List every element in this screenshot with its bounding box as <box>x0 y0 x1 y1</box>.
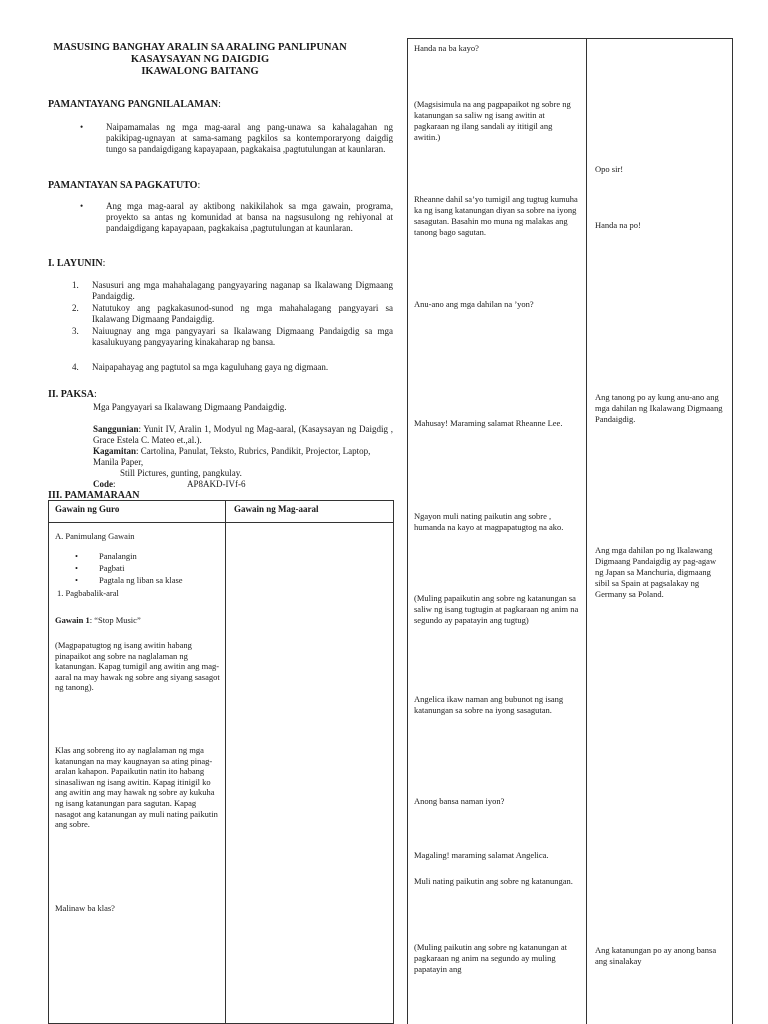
mag-aaral-cell <box>226 523 394 1024</box>
panimulang-gawain: A. Panimulang Gawain <box>55 531 135 541</box>
layunin-item-3: 3. Naiuugnay ang mga pangyayari sa Ikalawang Digmaang Pandaigdig sa mga kasalukuyang pangyayaring kinakaharap ng bansa. <box>72 326 393 347</box>
teacher-line-5: Mahusay! Maraming salamat Rheanne Lee. <box>414 418 563 428</box>
teacher-line-11: Muli nating paikutin ang sobre ng katanungan. <box>414 876 573 886</box>
pamantayang-pangnilalaman-text: Naipamamalas ng mga mag-aaral ang pang-unawa sa kahalagahan ng pakikipag-ugnayan at sama-samang pagkilos sa kontemporaryong daigdig tungo sa pandaigdigang kapayapaan, pagkakaisa ,pagtutulungan at kaunlaran. <box>106 122 393 154</box>
heading-pamantayang-pangnilalaman: PAMANTAYANG PANGNILALAMAN: <box>48 99 221 110</box>
heading-layunin: I. LAYUNIN: <box>48 258 106 269</box>
student-line-5: Ang katanungan po ay anong bansa ang sinalakay <box>595 945 717 966</box>
teacher-line-3: Rheanne dahil sa’yo tumigil ang tugtug kumuha ka ng isang katanungan diyan sa sobre na iyong sasagutan. Basahin mo muna ng malakas ang tanong bago sagutan. <box>414 194 578 237</box>
pamantayan-sa-pagkatuto-item <box>80 201 393 234</box>
teacher-line-10: Magaling! maraming salamat Angelica. <box>414 850 549 860</box>
code-value: AP8AKD-IVf-6 <box>187 479 246 489</box>
bullet-pagtala: • Pagtala ng liban sa klase <box>75 575 183 585</box>
layunin-item-4: 4. Naipapahayag ang pagtutol sa mga kaguluhang gaya ng digmaan. <box>72 362 329 372</box>
bullet-icon: • <box>75 575 78 585</box>
bullet-pagbati: • Pagbati <box>75 563 125 573</box>
sanggunian: Sanggunian: Yunit IV, Aralin 1, Modyul ng Mag-aaral, (Kasaysayan ng Daigdig , Grace Estela C. Mateo et.,al.). <box>93 424 393 445</box>
pagbabalik-aral: 1. Pagbabalik-aral <box>57 588 119 598</box>
code-line: Code: AP8AKD-IVf-6 <box>93 479 246 489</box>
layunin-item-1: 1. Nasusuri ang mga mahahalagang pangyayaring naganap sa Ikalawang Digmaang Pandaigdig. <box>72 280 393 301</box>
column-divider <box>586 39 587 1024</box>
bullet-icon: • <box>80 122 84 132</box>
document-title <box>30 42 370 78</box>
malinaw-question: Malinaw ba klas? <box>55 903 115 913</box>
kagamitan: Kagamitan: Cartolina, Panulat, Teksto, Rubrics, Pandikit, Projector, Laptop, Manila Paper, <box>93 446 371 467</box>
gawain-1: Gawain 1: “Stop Music” <box>55 615 141 625</box>
klas-paragraph: Klas ang sobreng ito ay naglalaman ng mga katanungan na may kaugnayan sa ating pinag-aralan kahapon. Papaikutin natin ito habang sinasaliwan ng isang awitin. Kapag itinigil ko ang awitin ang may hawak ng sobre ay kukuha ng isang katanungan para sagutan. Kapag nasagot ang katanungan ay muli nating paikutin ang sobre. <box>55 745 218 830</box>
teacher-line-9: Anong bansa naman iyon? <box>414 796 505 806</box>
teacher-line-8: Angelica ikaw naman ang bubunot ng isang katanungan sa sobre na iyong sasagutan. <box>414 694 564 715</box>
continuation-table <box>407 38 733 1024</box>
col-header-guro: Gawain ng Guro <box>49 501 226 523</box>
bullet-icon: • <box>80 201 84 211</box>
bullet-icon: • <box>75 563 78 573</box>
teacher-line-1: Handa na ba kayo? <box>414 43 479 53</box>
teacher-line-4: Anu-ano ang mga dahilan na ’yon? <box>414 299 534 309</box>
bullet-icon: • <box>75 551 78 561</box>
teacher-line-6: Ngayon muli nating paikutin ang sobre , humanda na kayo at magpapatugtog na ako. <box>414 511 564 532</box>
teacher-line-2: (Magsisimula na ang pagpapaikot ng sobre ng katanungan sa saliw ng isang awitin at pagkaraan ng ilang sandali ay ititigil ang awitin.) <box>414 99 571 142</box>
teacher-line-12: (Muling paikutin ang sobre ng katanungan at pagkaraan ng anim na segundo ay muling papatayin ang <box>414 942 567 974</box>
pamantayan-sa-pagkatuto-text: Ang mga mag-aaral ay aktibong nakikilahok sa mga gawain, programa, proyekto sa antas ng komunidad at bansa na nagsusulong ng rehiyonal at pandaigdigang kapayapaan, pagkakaisa ,pagtutulungan at kaunlaran. <box>106 201 393 233</box>
pamantayang-pangnilalaman-item <box>80 122 393 155</box>
paksa-topic: Mga Pangyayari sa Ikalawang Digmaang Pandaigdig. <box>93 402 287 412</box>
col-header-mag-aaral: Gawain ng Mag-aaral <box>226 501 394 523</box>
heading-pamamaraan: III. PAMAMARAAN <box>48 490 140 501</box>
guro-cell <box>49 523 226 1024</box>
title-line-2: KASAYSAYAN NG DAIGDIG <box>130 54 270 65</box>
student-line-1: Opo sir! <box>595 164 624 174</box>
title-line-3: IKAWALONG BAITANG <box>141 66 259 77</box>
title-line-1: MASUSING BANGHAY ARALIN SA ARALING PANLIPUNAN <box>53 42 347 53</box>
student-line-4: Ang mga dahilan po ng Ikalawang Digmaang Pandaigdig ay pag-agaw ng Japan sa Manchuria, digmaang sibil sa Spain at pagsalakay ng Germany sa Poland. <box>595 545 717 599</box>
student-line-2: Handa na po! <box>595 220 641 230</box>
heading-pamantayan-sa-pagkatuto: PAMANTAYAN SA PAGKATUTO: <box>48 180 201 191</box>
gawain-instruction: (Magpapatugtog ng isang awitin habang pinapaikot ang sobre na naglalaman ng katanungan. Kapag tumigil ang awitin ang mag-aaral na may hawak ng sobre ang siyang sasagot ng tanong). <box>55 640 220 693</box>
layunin-item-2: 2. Natutukoy ang pagkakasunod-sunod ng mga mahahalagang pangyayari sa Ikalawang Digmaang Pandaigdig. <box>72 303 393 324</box>
pamamaraan-table <box>48 500 394 1024</box>
kagamitan-cont: Still Pictures, gunting, pangkulay. <box>120 468 242 478</box>
teacher-line-7: (Muling papaikutin ang sobre ng katanungan sa saliw ng isang tugtugin at pagkaraan ng anim na segundo ay papatayin ang tugtug) <box>414 593 579 625</box>
student-line-3: Ang tanong po ay kung anu-ano ang mga dahilan ng Ikalawang Digmaang Pandaigdig. <box>595 392 723 424</box>
bullet-panalangin: • Panalangin <box>75 551 137 561</box>
heading-paksa: II. PAKSA: <box>48 389 97 400</box>
